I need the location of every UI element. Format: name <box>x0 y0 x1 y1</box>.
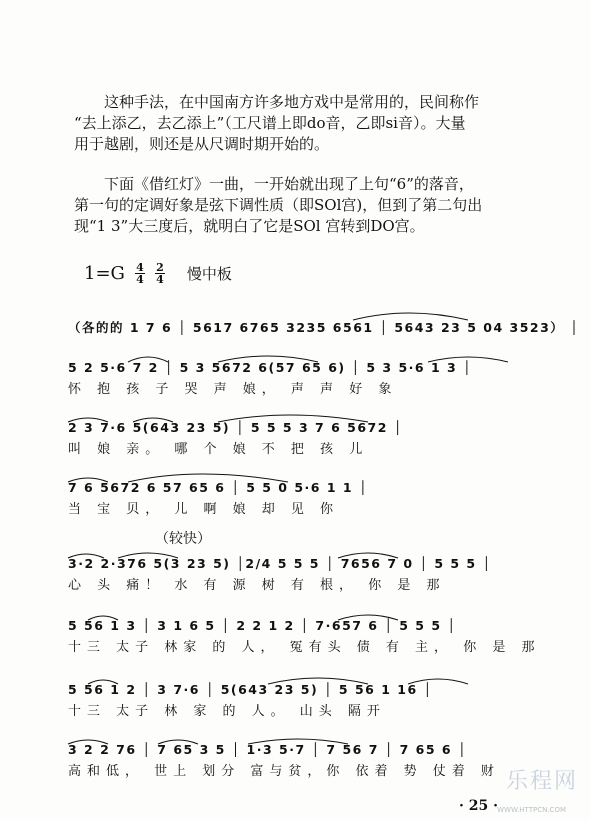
text-line: 这种手法，在中国南方许多地方戏中是常用的，民间称作 <box>104 93 480 111</box>
lyrics: 当 宝 贝， 儿 啊 娘 却 见 你 <box>68 502 340 517</box>
score-line-1 <box>68 318 580 352</box>
time-signature-1 <box>135 262 145 285</box>
lyrics: 叫 娘 亲。 哪 个 娘 不 把 孩 儿 <box>68 442 369 457</box>
watermark-logo: 乐程网 <box>505 769 578 794</box>
lyrics: 心 头 痛！ 水 有 源 树 有 根， 你 是 那 <box>68 578 446 593</box>
time-signature-2 <box>155 262 165 285</box>
score-line-3 <box>68 420 538 457</box>
notation: 5 56 1 2 │ 3 7·6 │ 5(643 23 5) │ 5 56 1 16 │ <box>68 682 433 697</box>
key-label: 1=G <box>84 263 125 284</box>
score-line-5 <box>68 556 538 593</box>
text-line: 第一句的定调好象是弦下调性质（即SOl宫)，但到了第二句出 <box>74 196 483 214</box>
score-line-6 <box>68 618 541 655</box>
notation: 2 3 7·6 5(643 23 5) │ 5 5 5 3 7 6 5672 │ <box>68 420 403 435</box>
score-line-8 <box>68 742 538 779</box>
lyrics: 十三 太子 林家 的 人， 冤有头 债 有 主， 你 是 那 <box>68 640 541 655</box>
score-line-2 <box>68 360 538 397</box>
lyrics: 怀 抱 孩 子 哭 声 娘， 声 声 好 象 <box>68 382 398 397</box>
notation: 7 6 5672 6 57 65 6 │ 5 5 0 5·6 1 1 │ <box>68 480 368 495</box>
key-signature <box>84 262 232 285</box>
paragraph-1 <box>74 92 526 155</box>
notation: 3·2 2·376 5(3 23 5) │2/4 5 5 5 │ 7656 7 0 │ 5 5 5 │ <box>68 556 492 571</box>
tempo-marking: 慢中板 <box>186 265 232 283</box>
page-number: · 25 · <box>459 798 498 814</box>
notation: 3 2 2 76 │ 7 65 3 5 │ 1·3 5·7 │ 7 56 7 │ 7 65 6 │ <box>68 742 468 757</box>
score-line-4 <box>68 480 538 517</box>
lyrics: 十三 太子 林 家 的 人。 山头 隔开 <box>68 704 386 719</box>
text-line: “去上添乙，去乙添上”（工尺谱上即do音，乙即si音）。大量 <box>74 114 466 132</box>
text-line: 现“1 3”大三度后，就明白了它是SOl 宫转到DO宫。 <box>74 217 425 235</box>
notation: （各的的 1 7 6 │ 5617 6765 3235 6561 │ 5643 23 5 04 3523） │ <box>68 320 580 335</box>
text-line: 用于越剧，则还是从尺调时期开始的。 <box>74 135 330 153</box>
notation: 5 56 1 3 │ 3 1 6 5 │ 2 2 1 2 │ 7·657 6 │ 5 5 5 │ <box>68 618 457 633</box>
paragraph-2 <box>74 174 526 237</box>
tempo-annotation: （较快） <box>155 531 211 547</box>
time-den: 4 <box>136 273 144 286</box>
time-num: 2 <box>156 261 164 274</box>
watermark-url: WWW.HTTPCN.COM <box>497 806 566 814</box>
time-den: 4 <box>156 273 164 286</box>
notation: 5 2 5·6 7 2 │ 5 3 5672 6(57 65 6) │ 5 3 5·6 1 3 │ <box>68 360 473 375</box>
lyrics: 高和低， 世上 划分 富与贫，你 依着 势 仗着 财 <box>68 764 500 779</box>
time-num: 4 <box>136 261 144 274</box>
score-line-7 <box>68 682 538 719</box>
text-line: 下面《借红灯》一曲，一开始就出现了上句“6”的落音， <box>104 175 474 193</box>
